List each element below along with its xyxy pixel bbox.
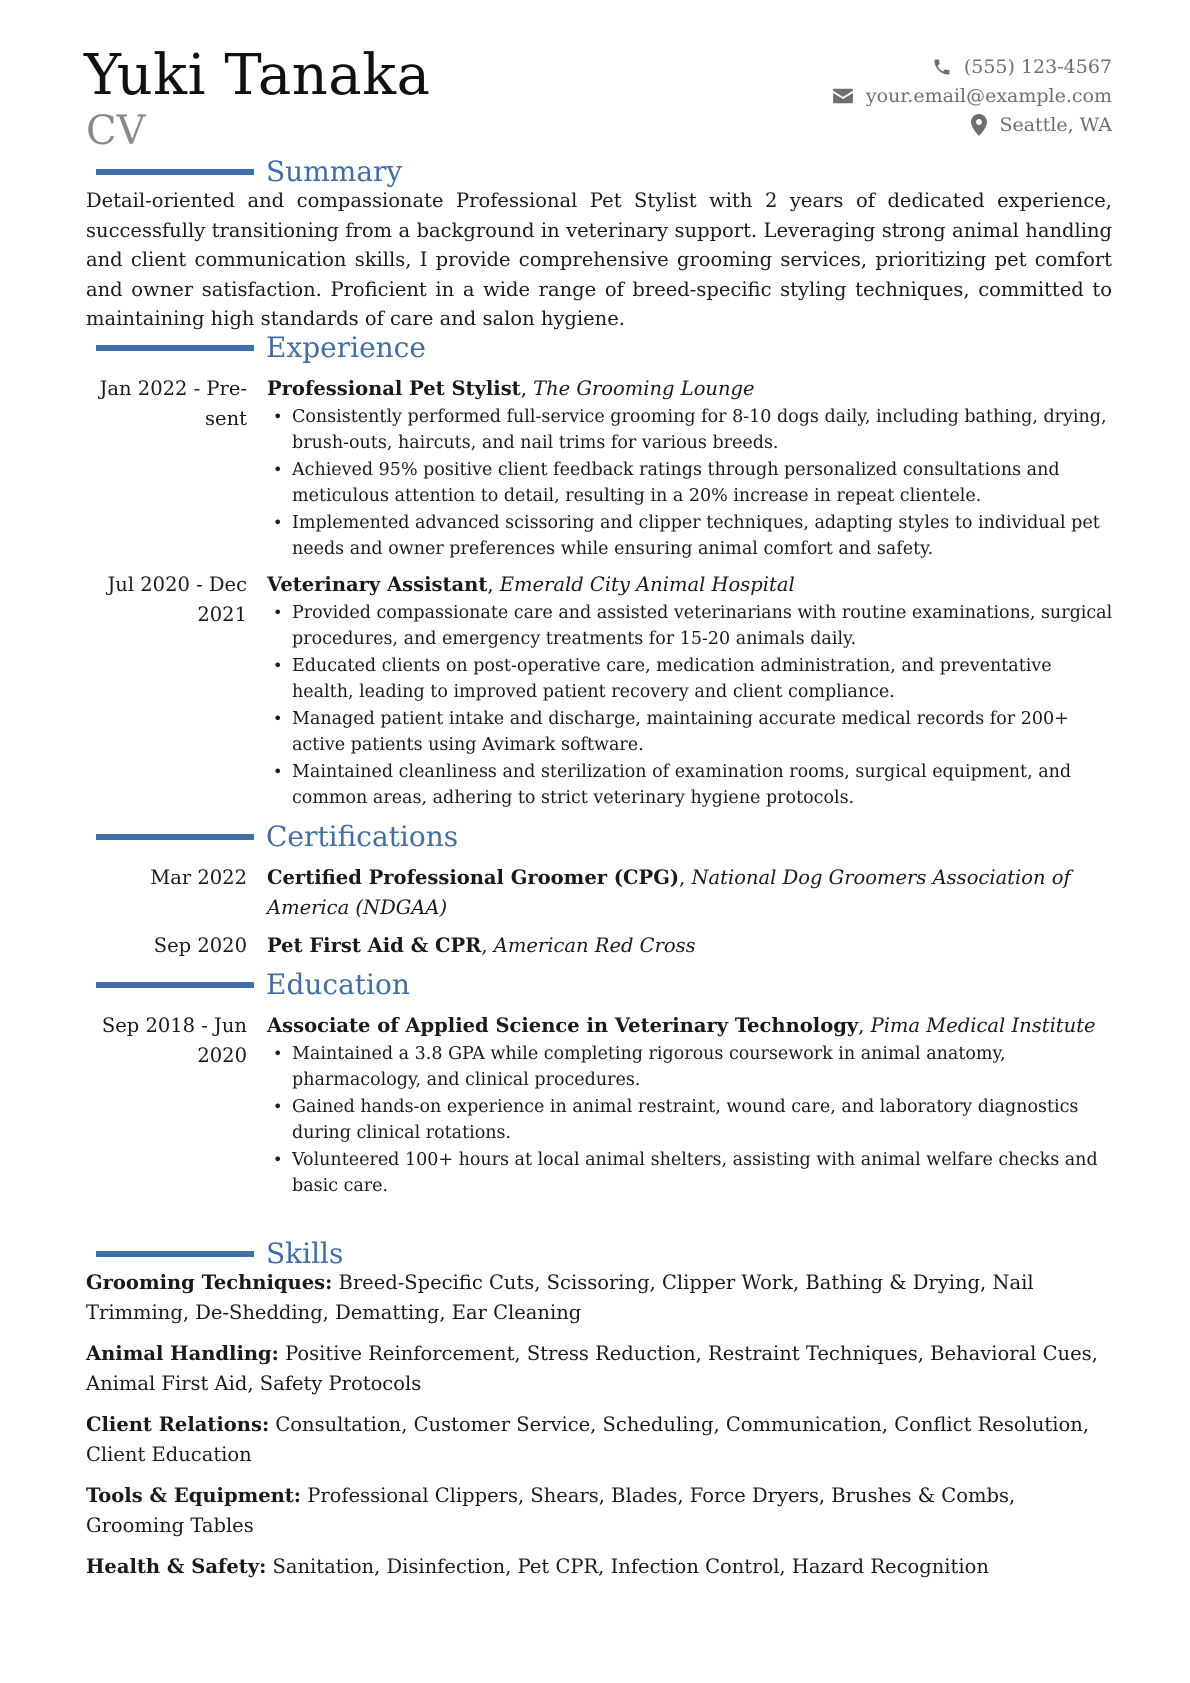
section-accent-bar [96, 982, 254, 988]
entry-date [86, 570, 247, 629]
certification-issuer: National Dog Groomers Association of America (NDGAA) [267, 866, 1071, 919]
experience-heading [96, 331, 426, 365]
list-item: • Maintained a 3.8 GPA while completing rigorous coursework in animal anatomy, pharmacology, and clinical procedures. [267, 1041, 1116, 1094]
skill-values: Sanitation, Disinfection, Pet CPR, Infection Control, Hazard Recognition [272, 1555, 989, 1578]
list-item: • Achieved 95% positive client feedback ratings through personalized consultations and meticulous attention to detail, resulting in a 20% increase in repeat clientele. [267, 457, 1116, 510]
list-item: • Managed patient intake and discharge, maintaining accurate medical records for 200+ active patients using Avimark software. [267, 706, 1116, 759]
skills-list [86, 1268, 1116, 1594]
certification-entry [86, 931, 1116, 961]
skill-group [86, 1268, 1116, 1327]
employer: Emerald City Animal Hospital [499, 573, 795, 596]
list-item: • Implemented advanced scissoring and clipper techniques, adapting styles to individual pet needs and owner preferences while ensuring animal comfort and safety. [267, 510, 1116, 563]
section-accent-bar [96, 169, 254, 175]
entry-body [267, 374, 1116, 563]
list-item: • Gained hands-on experience in animal restraint, wound care, and laboratory diagnostics during clinical rotations. [267, 1094, 1116, 1147]
skill-label: Grooming Techniques: [86, 1271, 333, 1294]
bullet-list [267, 600, 1116, 812]
section-title: Experience [266, 331, 426, 364]
entry-date: Sep 2020 [153, 934, 247, 957]
skill-label: Client Relations: [86, 1413, 270, 1436]
certification-entry [86, 863, 1116, 922]
section-title: Summary [266, 155, 403, 188]
education-entry [86, 1011, 1116, 1200]
school-name: Pima Medical Institute [870, 1014, 1096, 1037]
certification-name: Pet First Aid & CPR [267, 934, 482, 957]
summary-text: Detail-oriented and compassionate Professional Pet Stylist with 2 years of dedicated experience, successfully transitioning from a background in veterinary support. Leveraging strong animal handling and client communication skills, I provide comprehensive grooming services, prioritizing pet comfort and owner satisfaction. Proficient in a wide range of breed-specific styling techniques, committed to maintaining high standards of care and salon hygiene. [86, 189, 1112, 330]
entry-body [267, 1011, 1116, 1200]
list-item: • Consistently performed full-service grooming for 8-10 dogs daily, including bathing, drying, brush-outs, haircuts, and nail trims for various breeds. [267, 404, 1116, 457]
skill-values: Breed-Specific Cuts, Scissoring, Clipper Work, Bathing & Drying, Nail Trimming, De-Shedding, Dematting, Ear Cleaning [86, 1271, 1034, 1324]
section-accent-bar [96, 1251, 254, 1257]
candidate-name: Yuki Tanaka [84, 43, 431, 108]
skill-label: Animal Handling: [86, 1342, 279, 1365]
phone-icon [932, 57, 952, 77]
summary-heading [96, 155, 402, 189]
experience-entry [86, 374, 1116, 563]
skill-values: Consultation, Customer Service, Scheduling, Communication, Conflict Resolution, Client Education [86, 1413, 1089, 1466]
date-line: sent [205, 406, 247, 430]
contact-block [832, 52, 1112, 139]
skill-group [86, 1481, 1116, 1540]
skill-values: Positive Reinforcement, Stress Reduction, Restraint Techniques, Behavioral Cues, Animal First Aid, Safety Protocols [86, 1342, 1098, 1395]
bullet-list [267, 404, 1116, 563]
experience-entry [86, 570, 1116, 812]
skill-group [86, 1410, 1116, 1469]
certification-name: Certified Professional Groomer (CPG) [267, 866, 680, 889]
skill-label: Health & Safety: [86, 1555, 267, 1578]
skill-group [86, 1339, 1116, 1398]
section-title: Skills [266, 1237, 344, 1270]
location-pin-icon [971, 114, 987, 136]
entry-body [267, 570, 1116, 812]
entry-date [86, 374, 247, 433]
date-line: 2021 [197, 602, 247, 626]
entry-body: Certified Professional Groomer (CPG), National Dog Groomers Association of America (NDGAA) [267, 866, 1071, 919]
list-item: • Maintained cleanliness and sterilization of examination rooms, surgical equipment, and common areas, adhering to strict veterinary hygiene protocols. [267, 759, 1116, 812]
entry-body: Pet First Aid & CPR, American Red Cross [267, 934, 696, 957]
document-type: CV [86, 108, 146, 154]
contact-phone[interactable] [832, 52, 1112, 81]
list-item: • Provided compassionate care and assisted veterinarians with routine examinations, surgical procedures, and emergency treatments for 15-20 animals daily. [267, 600, 1116, 653]
education-heading [96, 968, 410, 1002]
email-text: your.email@example.com [865, 84, 1112, 107]
entry-heading: Professional Pet Stylist, The Grooming Lounge [267, 377, 755, 400]
date-line: 2020 [197, 1043, 247, 1067]
list-item: • Educated clients on post-operative care, medication administration, and preventative health, leading to improved patient recovery and client compliance. [267, 653, 1116, 706]
date-line: Jan 2022 - Pre- [99, 377, 247, 400]
location-text: Seattle, WA [999, 113, 1112, 136]
certification-issuer: American Red Cross [493, 934, 696, 957]
envelope-icon [832, 87, 854, 105]
list-item: • Volunteered 100+ hours at local animal shelters, assisting with animal welfare checks and basic care. [267, 1147, 1116, 1200]
contact-email[interactable] [832, 81, 1112, 110]
skill-group [86, 1552, 1116, 1582]
date-line: Jul 2020 - Dec [107, 573, 247, 596]
skills-heading [96, 1237, 343, 1271]
skill-label: Tools & Equipment: [86, 1484, 301, 1507]
date-line: Sep 2018 - Jun [101, 1014, 247, 1037]
employer: The Grooming Lounge [533, 377, 755, 400]
phone-text: (555) 123-4567 [963, 55, 1112, 78]
section-title: Education [266, 968, 410, 1001]
contact-location [832, 110, 1112, 139]
certifications-heading [96, 820, 458, 854]
job-title: Veterinary Assistant [267, 573, 488, 596]
entry-date [86, 1011, 247, 1070]
skill-values: Professional Clippers, Shears, Blades, Force Dryers, Brushes & Combs, Grooming Tables [86, 1484, 1016, 1537]
section-accent-bar [96, 345, 254, 351]
bullet-list [267, 1041, 1116, 1200]
entry-heading: Veterinary Assistant, Emerald City Animal Hospital [267, 573, 795, 596]
entry-date: Mar 2022 [150, 866, 247, 889]
section-title: Certifications [266, 820, 459, 853]
section-accent-bar [96, 834, 254, 840]
job-title: Professional Pet Stylist [267, 377, 521, 400]
entry-heading: Associate of Applied Science in Veterinary Technology, Pima Medical Institute [267, 1014, 1096, 1037]
degree-name: Associate of Applied Science in Veterinary Technology [267, 1014, 859, 1037]
